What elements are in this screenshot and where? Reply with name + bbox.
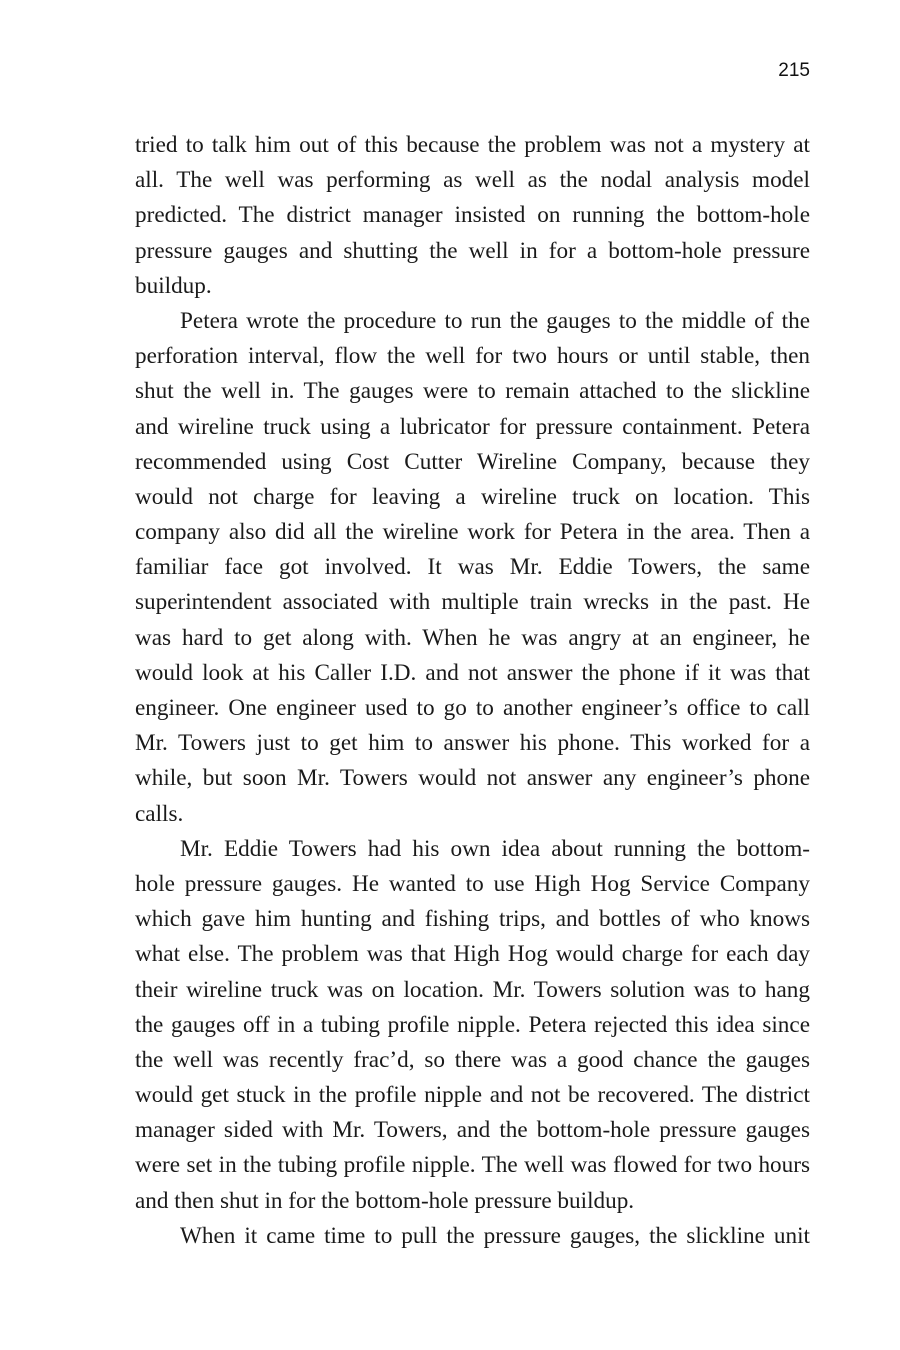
text-line: perforation interval, flow the well for two hours or until stable, then [135, 343, 810, 370]
text-line: calls. [135, 800, 184, 827]
text-line: manager sided with Mr. Towers, and the bottom-hole pressure gauges [135, 1117, 810, 1144]
text-line: shut the well in. The gauges were to remain attached to the slickline [135, 378, 810, 405]
text-line: pressure gauges and shutting the well in for a bottom-hole pressure [135, 237, 810, 264]
text-line: predicted. The district manager insisted on running the bottom-hole [135, 202, 810, 229]
text-line: was hard to get along with. When he was angry at an engineer, he [135, 624, 810, 651]
text-line: and then shut in for the bottom-hole pressure buildup. [135, 1187, 635, 1214]
text-line: Mr. Towers just to get him to answer his phone. This worked for a [135, 730, 810, 757]
text-line: hole pressure gauges. He wanted to use High Hog Service Company [135, 870, 810, 897]
paragraph [135, 128, 810, 304]
text-line: engineer. One engineer used to go to another engineer’s office to call [135, 695, 810, 721]
text-line: their wireline truck was on location. Mr. Towers solution was to hang [135, 976, 810, 1003]
text-line: while, but soon Mr. Towers would not answer any engineer’s phone [135, 765, 810, 792]
text-line: recommended using Cost Cutter Wireline Company, because they [135, 448, 810, 475]
paragraph [135, 1219, 810, 1254]
text-line: were set in the tubing profile nipple. The well was flowed for two hours [135, 1152, 810, 1179]
text-line: superintendent associated with multiple train wrecks in the past. He [135, 589, 810, 616]
text-line: would get stuck in the profile nipple and not be recovered. The district [135, 1082, 810, 1109]
body-text [135, 128, 810, 1254]
page-number: 215 [778, 60, 810, 81]
text-line: all. The well was performing as well as the nodal analysis model [135, 167, 810, 194]
paragraph [135, 832, 810, 1219]
text-line: buildup. [135, 272, 212, 299]
text-line: familiar face got involved. It was Mr. Eddie Towers, the same [135, 554, 810, 581]
text-line: When it came time to pull the pressure gauges, the slickline unit [180, 1222, 810, 1249]
text-line: what else. The problem was that High Hog would charge for each day [135, 941, 810, 968]
text-line: Mr. Eddie Towers had his own idea about running the bottom- [180, 835, 810, 862]
text-line: would look at his Caller I.D. and not answer the phone if it was that [135, 659, 810, 686]
text-line: would not charge for leaving a wireline truck on location. This [135, 483, 810, 510]
text-line: and wireline truck using a lubricator for pressure containment. Petera [135, 413, 810, 440]
text-line: the well was recently frac’d, so there was a good chance the gauges [135, 1046, 810, 1073]
text-line: Petera wrote the procedure to run the gauges to the middle of the [180, 307, 810, 334]
text-line: company also did all the wireline work for Petera in the area. Then a [135, 519, 810, 546]
paragraph [135, 304, 810, 832]
text-line: tried to talk him out of this because the problem was not a mystery at [135, 132, 810, 158]
text-line: which gave him hunting and fishing trips, and bottles of who knows [135, 906, 810, 933]
text-line: the gauges off in a tubing profile nipple. Petera rejected this idea since [135, 1011, 810, 1038]
